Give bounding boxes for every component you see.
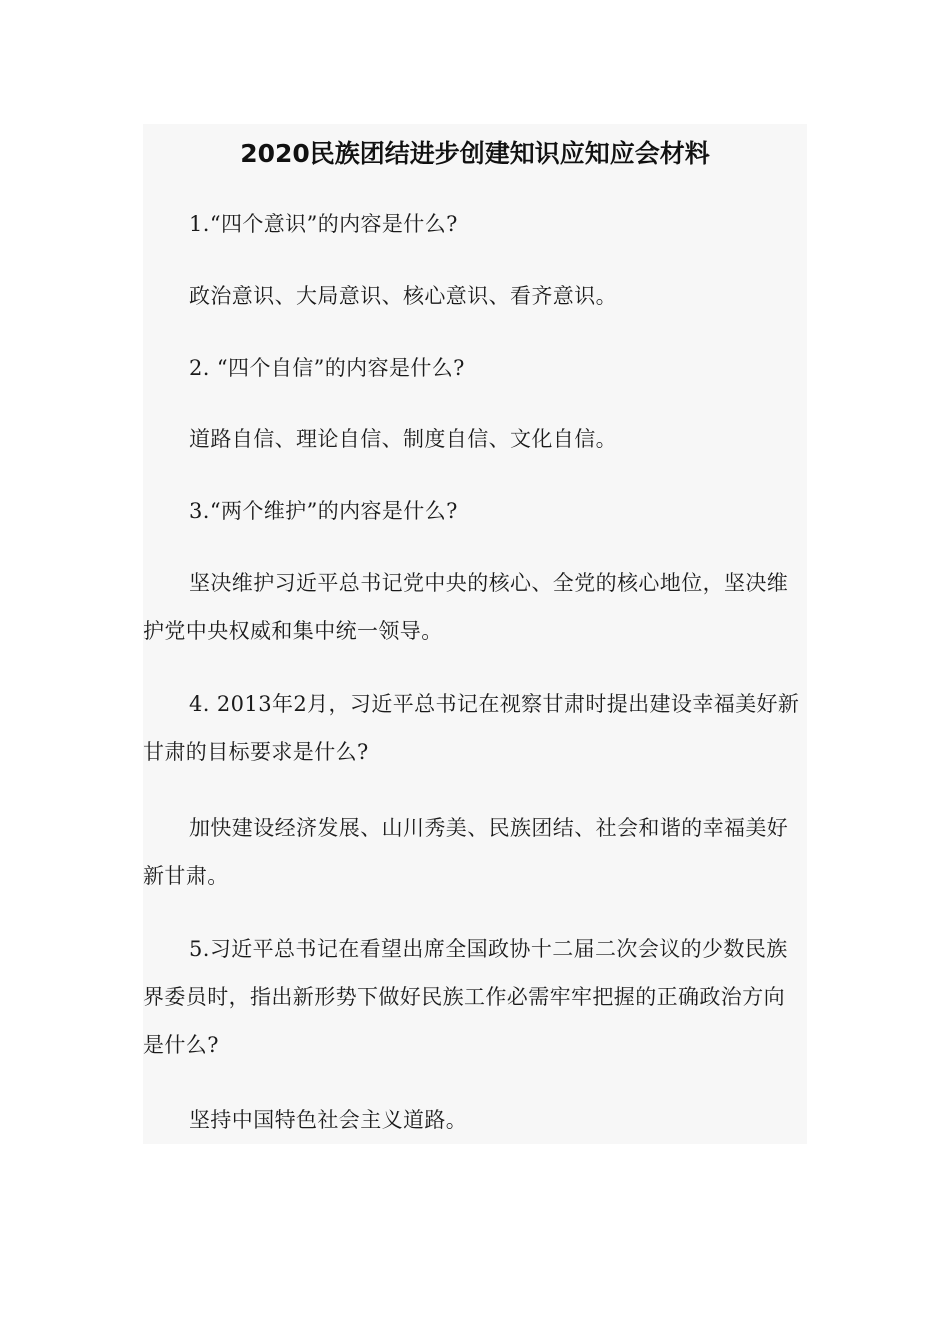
answer-3: 坚决维护习近平总书记党中央的核心、全党的核心地位，坚决维护党中央权威和集中统一领导。 (143, 571, 789, 643)
question-2: 2. “四个自信”的内容是什么? (189, 356, 465, 380)
answer-5: 坚持中国特色社会主义道路。 (189, 1108, 468, 1132)
question-4: 4. 2013年2月，习近平总书记在视察甘肃时提出建设幸福美好新甘肃的目标要求是什么? (143, 692, 800, 764)
question-1: 1.“四个意识”的内容是什么? (189, 212, 458, 236)
document-title: 2020民族团结进步创建知识应知应会材料 (240, 139, 710, 168)
question-3: 3.“两个维护”的内容是什么? (189, 499, 458, 523)
answer-4: 加快建设经济发展、山川秀美、民族团结、社会和谐的幸福美好新甘肃。 (143, 816, 789, 888)
answer-2: 道路自信、理论自信、制度自信、文化自信。 (189, 427, 617, 451)
answer-1: 政治意识、大局意识、核心意识、看齐意识。 (189, 284, 617, 308)
question-5: 5.习近平总书记在看望出席全国政协十二届二次会议的少数民族界委员时，指出新形势下做好民族工作必需牢牢把握的正确政治方向是什么? (143, 937, 788, 1057)
document-content (143, 124, 807, 1144)
